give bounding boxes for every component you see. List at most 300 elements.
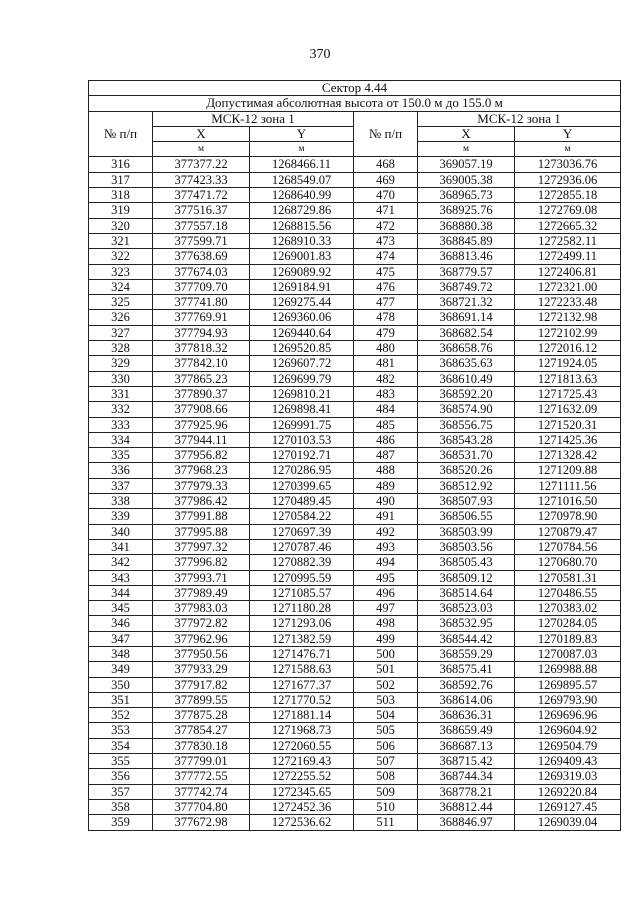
- x-value-right: 368691.14: [418, 310, 515, 325]
- x-value-left: 377672.98: [153, 815, 250, 830]
- x-value-right: 368812.44: [418, 799, 515, 814]
- row-number-right: 486: [354, 432, 418, 447]
- x-value-right: 368744.34: [418, 769, 515, 784]
- row-number-left: 332: [89, 402, 153, 417]
- y-value-right: 1269696.96: [515, 708, 621, 723]
- x-value-left: 377709.70: [153, 279, 250, 294]
- y-value-right: 1272132.98: [515, 310, 621, 325]
- row-number-right: 491: [354, 509, 418, 524]
- row-number-right: 478: [354, 310, 418, 325]
- row-number-left: 349: [89, 662, 153, 677]
- row-number-right: 488: [354, 463, 418, 478]
- row-number-left: 320: [89, 218, 153, 233]
- row-number-left: 356: [89, 769, 153, 784]
- crs-header-right: МСК-12 зона 1: [418, 111, 621, 126]
- row-number-left: 354: [89, 738, 153, 753]
- y-value-left: 1270882.39: [250, 555, 354, 570]
- row-number-left: 343: [89, 570, 153, 585]
- x-value-right: 368846.97: [418, 815, 515, 830]
- y-value-right: 1269504.79: [515, 738, 621, 753]
- y-value-left: 1268549.07: [250, 172, 354, 187]
- y-value-left: 1272255.52: [250, 769, 354, 784]
- row-number-left: 341: [89, 539, 153, 554]
- x-value-left: 377917.82: [153, 677, 250, 692]
- y-value-right: 1270581.31: [515, 570, 621, 585]
- y-value-right: 1269895.57: [515, 677, 621, 692]
- y-value-left: 1269001.83: [250, 249, 354, 264]
- y-value-left: 1270995.59: [250, 570, 354, 585]
- y-value-left: 1268910.33: [250, 233, 354, 248]
- x-value-right: 368559.29: [418, 646, 515, 661]
- y-value-left: 1269440.64: [250, 325, 354, 340]
- y-value-left: 1272169.43: [250, 754, 354, 769]
- crs-header-left: МСК-12 зона 1: [153, 111, 354, 126]
- row-number-left: 328: [89, 341, 153, 356]
- table-row: [89, 539, 621, 554]
- row-number-right: 499: [354, 631, 418, 646]
- x-value-left: 377989.49: [153, 585, 250, 600]
- x-value-right: 369057.19: [418, 157, 515, 172]
- y-value-right: 1270784.56: [515, 539, 621, 554]
- table-row: [89, 494, 621, 509]
- table-row: [89, 463, 621, 478]
- row-number-left: 335: [89, 448, 153, 463]
- row-number-left: 357: [89, 784, 153, 799]
- x-value-right: 368531.70: [418, 448, 515, 463]
- y-value-right: 1270284.05: [515, 616, 621, 631]
- x-value-left: 377899.55: [153, 692, 250, 707]
- table-row: [89, 692, 621, 707]
- x-value-right: 368509.12: [418, 570, 515, 585]
- row-number-right: 489: [354, 478, 418, 493]
- y-value-right: 1271813.63: [515, 371, 621, 386]
- y-value-right: 1272936.06: [515, 172, 621, 187]
- y-value-right: 1269319.03: [515, 769, 621, 784]
- table-row: [89, 723, 621, 738]
- row-number-left: 348: [89, 646, 153, 661]
- x-value-left: 377979.33: [153, 478, 250, 493]
- y-value-left: 1272452.36: [250, 799, 354, 814]
- x-value-left: 377908.66: [153, 402, 250, 417]
- row-number-left: 339: [89, 509, 153, 524]
- x-value-right: 368965.73: [418, 188, 515, 203]
- x-value-right: 369005.38: [418, 172, 515, 187]
- x-value-left: 377769.91: [153, 310, 250, 325]
- x-value-right: 368610.49: [418, 371, 515, 386]
- x-value-left: 377865.23: [153, 371, 250, 386]
- x-value-left: 377983.03: [153, 601, 250, 616]
- y-value-right: 1270978.90: [515, 509, 621, 524]
- table-row: [89, 509, 621, 524]
- y-value-right: 1269039.04: [515, 815, 621, 830]
- row-number-right: 503: [354, 692, 418, 707]
- table-row: [89, 417, 621, 432]
- row-number-left: 322: [89, 249, 153, 264]
- row-number-right: 493: [354, 539, 418, 554]
- row-number-right: 487: [354, 448, 418, 463]
- row-number-left: 346: [89, 616, 153, 631]
- y-value-left: 1270697.39: [250, 524, 354, 539]
- y-value-left: 1272345.65: [250, 784, 354, 799]
- row-number-left: 353: [89, 723, 153, 738]
- table-row: [89, 815, 621, 830]
- x-value-left: 377557.18: [153, 218, 250, 233]
- x-value-right: 368543.28: [418, 432, 515, 447]
- table-row: [89, 478, 621, 493]
- row-number-right: 507: [354, 754, 418, 769]
- row-number-right: 474: [354, 249, 418, 264]
- y-value-right: 1272321.00: [515, 279, 621, 294]
- row-number-left: 329: [89, 356, 153, 371]
- row-number-left: 325: [89, 295, 153, 310]
- x-value-right: 368925.76: [418, 203, 515, 218]
- x-value-right: 368503.99: [418, 524, 515, 539]
- table-row: [89, 799, 621, 814]
- row-number-left: 355: [89, 754, 153, 769]
- row-number-left: 331: [89, 386, 153, 401]
- x-value-left: 377599.71: [153, 233, 250, 248]
- row-number-left: 338: [89, 494, 153, 509]
- x-value-left: 377742.74: [153, 784, 250, 799]
- table-row: [89, 662, 621, 677]
- y-value-left: 1271770.52: [250, 692, 354, 707]
- x-value-left: 377674.03: [153, 264, 250, 279]
- y-value-right: 1271520.31: [515, 417, 621, 432]
- y-value-left: 1270192.71: [250, 448, 354, 463]
- y-value-left: 1272060.55: [250, 738, 354, 753]
- table-row: [89, 233, 621, 248]
- x-header-left: X: [153, 126, 250, 141]
- row-number-left: 321: [89, 233, 153, 248]
- row-number-left: 317: [89, 172, 153, 187]
- x-value-left: 377516.37: [153, 203, 250, 218]
- table-row: [89, 203, 621, 218]
- row-number-left: 316: [89, 157, 153, 172]
- table-row: [89, 784, 621, 799]
- row-number-right: 492: [354, 524, 418, 539]
- table-row: [89, 341, 621, 356]
- coordinates-table: [88, 80, 621, 831]
- table-row: [89, 555, 621, 570]
- x-value-left: 377986.42: [153, 494, 250, 509]
- page-number: 370: [309, 47, 331, 62]
- table-row: [89, 754, 621, 769]
- row-number-left: 333: [89, 417, 153, 432]
- y-value-right: 1271425.36: [515, 432, 621, 447]
- y-value-right: 1272855.18: [515, 188, 621, 203]
- y-value-right: 1271328.42: [515, 448, 621, 463]
- row-number-right: 500: [354, 646, 418, 661]
- y-value-right: 1271111.56: [515, 478, 621, 493]
- y-value-left: 1271180.28: [250, 601, 354, 616]
- table-row: [89, 264, 621, 279]
- x-value-left: 377772.55: [153, 769, 250, 784]
- row-number-right: 469: [354, 172, 418, 187]
- y-value-left: 1271476.71: [250, 646, 354, 661]
- x-value-left: 377423.33: [153, 172, 250, 187]
- x-value-right: 368523.03: [418, 601, 515, 616]
- table-row: [89, 448, 621, 463]
- table-row: [89, 585, 621, 600]
- x-value-left: 377704.80: [153, 799, 250, 814]
- x-value-left: 377996.82: [153, 555, 250, 570]
- y-value-right: 1272233.48: [515, 295, 621, 310]
- row-number-right: 481: [354, 356, 418, 371]
- y-value-left: 1271382.59: [250, 631, 354, 646]
- row-number-right: 501: [354, 662, 418, 677]
- y-value-right: 1269409.43: [515, 754, 621, 769]
- table-row: [89, 310, 621, 325]
- x-value-left: 377991.88: [153, 509, 250, 524]
- row-number-right: 480: [354, 341, 418, 356]
- row-number-right: 483: [354, 386, 418, 401]
- y-value-left: 1271085.57: [250, 585, 354, 600]
- x-unit-right: м: [418, 142, 515, 157]
- table-row: [89, 601, 621, 616]
- x-value-right: 368512.92: [418, 478, 515, 493]
- y-value-left: 1268729.86: [250, 203, 354, 218]
- row-number-right: 497: [354, 601, 418, 616]
- y-value-right: 1270879.47: [515, 524, 621, 539]
- table-row: [89, 279, 621, 294]
- row-number-left: 352: [89, 708, 153, 723]
- x-value-right: 368636.31: [418, 708, 515, 723]
- y-value-left: 1269699.79: [250, 371, 354, 386]
- x-value-left: 377471.72: [153, 188, 250, 203]
- row-number-left: 344: [89, 585, 153, 600]
- row-number-right: 485: [354, 417, 418, 432]
- x-value-right: 368532.95: [418, 616, 515, 631]
- y-value-left: 1269810.21: [250, 386, 354, 401]
- y-value-right: 1272102.99: [515, 325, 621, 340]
- x-value-left: 377950.56: [153, 646, 250, 661]
- x-value-left: 377993.71: [153, 570, 250, 585]
- x-value-left: 377794.93: [153, 325, 250, 340]
- row-number-left: 324: [89, 279, 153, 294]
- row-number-left: 345: [89, 601, 153, 616]
- row-number-left: 327: [89, 325, 153, 340]
- x-value-left: 377933.29: [153, 662, 250, 677]
- x-value-right: 368813.46: [418, 249, 515, 264]
- y-value-left: 1270787.46: [250, 539, 354, 554]
- row-number-left: 330: [89, 371, 153, 386]
- row-number-left: 347: [89, 631, 153, 646]
- x-value-left: 377830.18: [153, 738, 250, 753]
- table-row: [89, 616, 621, 631]
- row-number-header-left: № п/п: [89, 111, 153, 157]
- y-value-right: 1269988.88: [515, 662, 621, 677]
- row-number-left: 323: [89, 264, 153, 279]
- y-value-right: 1272665.32: [515, 218, 621, 233]
- y-value-right: 1271924.05: [515, 356, 621, 371]
- x-value-right: 368659.49: [418, 723, 515, 738]
- sector-title: Сектор 4.44: [89, 81, 621, 96]
- y-value-right: 1270680.70: [515, 555, 621, 570]
- row-number-right: 479: [354, 325, 418, 340]
- y-value-right: 1271209.88: [515, 463, 621, 478]
- table-row: [89, 371, 621, 386]
- y-value-right: 1272406.81: [515, 264, 621, 279]
- y-value-left: 1271968.73: [250, 723, 354, 738]
- table-row: [89, 631, 621, 646]
- y-value-left: 1271588.63: [250, 662, 354, 677]
- x-value-right: 368778.21: [418, 784, 515, 799]
- row-number-left: 334: [89, 432, 153, 447]
- y-header-right: Y: [515, 126, 621, 141]
- y-unit-left: м: [250, 142, 354, 157]
- y-value-right: 1270189.83: [515, 631, 621, 646]
- row-number-right: 472: [354, 218, 418, 233]
- table-row: [89, 295, 621, 310]
- row-number-left: 358: [89, 799, 153, 814]
- x-unit-left: м: [153, 142, 250, 157]
- x-value-left: 377997.32: [153, 539, 250, 554]
- row-number-right: 496: [354, 585, 418, 600]
- row-number-left: 318: [89, 188, 153, 203]
- x-value-right: 368845.89: [418, 233, 515, 248]
- y-value-right: 1269127.45: [515, 799, 621, 814]
- table-row: [89, 402, 621, 417]
- row-number-right: 508: [354, 769, 418, 784]
- y-value-right: 1272499.11: [515, 249, 621, 264]
- x-value-right: 368556.75: [418, 417, 515, 432]
- y-value-left: 1268640.99: [250, 188, 354, 203]
- table-row: [89, 249, 621, 264]
- row-number-right: 468: [354, 157, 418, 172]
- table-row: [89, 524, 621, 539]
- x-value-left: 377377.22: [153, 157, 250, 172]
- x-value-right: 368715.42: [418, 754, 515, 769]
- table-row: [89, 677, 621, 692]
- x-value-left: 377890.37: [153, 386, 250, 401]
- y-value-right: 1272769.08: [515, 203, 621, 218]
- x-value-left: 377799.01: [153, 754, 250, 769]
- x-value-right: 368574.90: [418, 402, 515, 417]
- row-number-right: 490: [354, 494, 418, 509]
- table-row: [89, 570, 621, 585]
- row-number-left: 319: [89, 203, 153, 218]
- table-row: [89, 708, 621, 723]
- x-value-right: 368658.76: [418, 341, 515, 356]
- row-number-right: 504: [354, 708, 418, 723]
- y-value-right: 1269220.84: [515, 784, 621, 799]
- x-value-right: 368592.20: [418, 386, 515, 401]
- y-value-left: 1269360.06: [250, 310, 354, 325]
- y-value-right: 1269604.92: [515, 723, 621, 738]
- x-value-right: 368575.41: [418, 662, 515, 677]
- y-value-right: 1271632.09: [515, 402, 621, 417]
- row-number-right: 476: [354, 279, 418, 294]
- y-value-left: 1269520.85: [250, 341, 354, 356]
- y-value-left: 1271293.06: [250, 616, 354, 631]
- y-unit-right: м: [515, 142, 621, 157]
- row-number-right: 506: [354, 738, 418, 753]
- x-value-right: 368880.38: [418, 218, 515, 233]
- x-value-right: 368544.42: [418, 631, 515, 646]
- row-number-left: 337: [89, 478, 153, 493]
- row-number-left: 350: [89, 677, 153, 692]
- table-row: [89, 188, 621, 203]
- y-value-left: 1268466.11: [250, 157, 354, 172]
- x-value-left: 377854.27: [153, 723, 250, 738]
- y-value-left: 1269991.75: [250, 417, 354, 432]
- x-value-right: 368505.43: [418, 555, 515, 570]
- row-number-right: 477: [354, 295, 418, 310]
- x-value-left: 377956.82: [153, 448, 250, 463]
- row-number-header-right: № п/п: [354, 111, 418, 157]
- y-value-right: 1270486.55: [515, 585, 621, 600]
- x-value-right: 368506.55: [418, 509, 515, 524]
- x-value-left: 377638.69: [153, 249, 250, 264]
- x-value-right: 368514.64: [418, 585, 515, 600]
- x-value-left: 377944.11: [153, 432, 250, 447]
- row-number-right: 509: [354, 784, 418, 799]
- row-number-right: 484: [354, 402, 418, 417]
- y-value-left: 1269089.92: [250, 264, 354, 279]
- row-number-right: 494: [354, 555, 418, 570]
- y-value-right: 1271725.43: [515, 386, 621, 401]
- y-value-left: 1271881.14: [250, 708, 354, 723]
- y-value-left: 1270103.53: [250, 432, 354, 447]
- table-row: [89, 157, 621, 172]
- row-number-left: 336: [89, 463, 153, 478]
- y-value-left: 1270489.45: [250, 494, 354, 509]
- x-value-left: 377875.28: [153, 708, 250, 723]
- x-value-left: 377962.96: [153, 631, 250, 646]
- table-row: [89, 738, 621, 753]
- row-number-right: 505: [354, 723, 418, 738]
- table-row: [89, 172, 621, 187]
- x-value-right: 368507.93: [418, 494, 515, 509]
- table-body: [89, 157, 621, 830]
- row-number-right: 471: [354, 203, 418, 218]
- table-row: [89, 218, 621, 233]
- y-value-left: 1269275.44: [250, 295, 354, 310]
- table-row: [89, 386, 621, 401]
- y-value-left: 1270584.22: [250, 509, 354, 524]
- x-header-right: X: [418, 126, 515, 141]
- y-value-right: 1273036.76: [515, 157, 621, 172]
- y-header-left: Y: [250, 126, 354, 141]
- y-value-left: 1272536.62: [250, 815, 354, 830]
- height-range-title: Допустимая абсолютная высота от 150.0 м до 155.0 м: [89, 96, 621, 111]
- x-value-left: 377925.96: [153, 417, 250, 432]
- row-number-right: 473: [354, 233, 418, 248]
- row-number-right: 495: [354, 570, 418, 585]
- table-row: [89, 432, 621, 447]
- y-value-left: 1270286.95: [250, 463, 354, 478]
- y-value-left: 1269607.72: [250, 356, 354, 371]
- x-value-left: 377972.82: [153, 616, 250, 631]
- row-number-right: 482: [354, 371, 418, 386]
- row-number-right: 475: [354, 264, 418, 279]
- y-value-right: 1270087.03: [515, 646, 621, 661]
- table-row: [89, 325, 621, 340]
- x-value-right: 368779.57: [418, 264, 515, 279]
- x-value-left: 377842.10: [153, 356, 250, 371]
- row-number-left: 359: [89, 815, 153, 830]
- row-number-left: 340: [89, 524, 153, 539]
- y-value-left: 1269184.91: [250, 279, 354, 294]
- y-value-right: 1269793.90: [515, 692, 621, 707]
- x-value-right: 368687.13: [418, 738, 515, 753]
- y-value-left: 1270399.65: [250, 478, 354, 493]
- x-value-right: 368749.72: [418, 279, 515, 294]
- y-value-left: 1269898.41: [250, 402, 354, 417]
- x-value-right: 368614.06: [418, 692, 515, 707]
- y-value-left: 1271677.37: [250, 677, 354, 692]
- x-value-left: 377995.88: [153, 524, 250, 539]
